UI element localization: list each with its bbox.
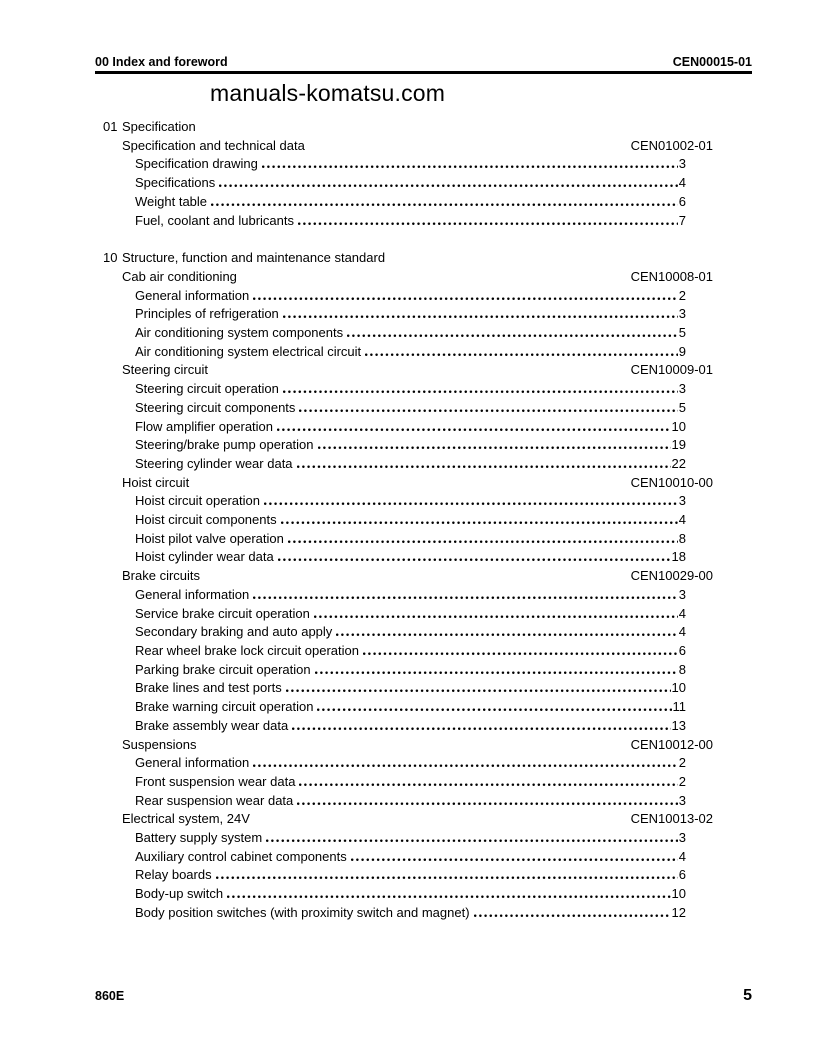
toc-entry-page: 3 bbox=[678, 156, 686, 172]
toc-entry-page: 3 bbox=[678, 381, 686, 397]
toc-entry-label: Rear wheel brake lock circuit operation bbox=[135, 642, 359, 658]
dot-leader-icon bbox=[262, 165, 678, 168]
toc-entry-page: 13 bbox=[671, 717, 686, 733]
toc-entry-label: Body-up switch bbox=[135, 886, 224, 902]
toc-entry-page: 3 bbox=[678, 830, 686, 846]
toc-entry-label: General information bbox=[135, 586, 250, 602]
toc-entry-page: 5 bbox=[678, 325, 686, 341]
toc-entry-row bbox=[95, 212, 686, 231]
toc-entry-row bbox=[95, 548, 686, 567]
toc-section-code: CEN10013-02 bbox=[630, 811, 713, 827]
toc-entry-page: 8 bbox=[678, 661, 686, 677]
dot-leader-icon bbox=[264, 502, 678, 505]
toc-section-title: Steering circuit bbox=[122, 362, 208, 378]
toc-entry-label: Front suspension wear data bbox=[135, 773, 296, 789]
dot-leader-icon bbox=[286, 689, 671, 692]
dot-leader-icon bbox=[314, 615, 678, 618]
page-header bbox=[95, 0, 752, 74]
toc-entry-page: 22 bbox=[671, 455, 686, 471]
dot-leader-icon bbox=[278, 558, 671, 561]
toc-entry-label: Steering circuit components bbox=[135, 399, 296, 415]
watermark-url: manuals-komatsu.com bbox=[210, 80, 446, 106]
toc-entry-label: Brake lines and test ports bbox=[135, 680, 282, 696]
toc-entry-label: Body position switches (with proximity switch and magnet) bbox=[135, 904, 470, 920]
toc-entry-row bbox=[95, 642, 686, 661]
toc-entry-label: Hoist circuit components bbox=[135, 512, 277, 528]
toc-entry-page: 4 bbox=[678, 848, 686, 864]
toc-entry-row bbox=[95, 343, 686, 362]
toc-section-code: CEN10008-01 bbox=[630, 268, 713, 284]
toc-section-row bbox=[95, 474, 713, 493]
toc-section-title: Hoist circuit bbox=[122, 474, 190, 490]
toc-entry-row bbox=[95, 305, 686, 324]
toc-entry-page: 18 bbox=[671, 549, 686, 565]
header-section-title: 00 Index and foreword bbox=[95, 55, 228, 69]
toc-entry-label: Parking brake circuit operation bbox=[135, 661, 311, 677]
toc-entry-page: 6 bbox=[678, 193, 686, 209]
toc-entry-label: Fuel, coolant and lubricants bbox=[135, 212, 294, 228]
dot-leader-icon bbox=[216, 876, 678, 879]
toc-entry-row bbox=[95, 324, 686, 343]
header-rule-row bbox=[95, 55, 752, 74]
toc-entry-label: Brake warning circuit operation bbox=[135, 699, 314, 715]
dot-leader-icon bbox=[227, 895, 670, 898]
toc-group-number: 01 bbox=[103, 119, 118, 134]
dot-leader-icon bbox=[318, 446, 671, 449]
toc-entry-label: Flow amplifier operation bbox=[135, 418, 274, 434]
dot-leader-icon bbox=[315, 671, 678, 674]
toc-entry-label: Principles of refrigeration bbox=[135, 306, 279, 322]
dot-leader-icon bbox=[365, 353, 678, 356]
toc-entry-row bbox=[95, 904, 686, 923]
toc-entry-row bbox=[95, 754, 686, 773]
toc-entry-row bbox=[95, 866, 686, 885]
toc-entry-row bbox=[95, 698, 686, 717]
toc-entry-page: 11 bbox=[672, 699, 686, 715]
toc-entry-page: 3 bbox=[678, 306, 686, 322]
toc-entry-row bbox=[95, 436, 686, 455]
toc-entry-row bbox=[95, 885, 686, 904]
toc-entry-row bbox=[95, 287, 686, 306]
toc-entry-page: 4 bbox=[678, 512, 686, 528]
toc-section-code: CEN10012-00 bbox=[630, 736, 713, 752]
toc-entry-page: 3 bbox=[678, 586, 686, 602]
toc-entry-row bbox=[95, 155, 686, 174]
toc-entry-row bbox=[95, 174, 686, 193]
toc-entry-page: 3 bbox=[678, 792, 686, 808]
dot-leader-icon bbox=[288, 540, 678, 543]
toc-entry-page: 6 bbox=[678, 867, 686, 883]
toc-entry-row bbox=[95, 418, 686, 437]
toc-group-number: 10 bbox=[103, 250, 118, 266]
toc-entry-row bbox=[95, 661, 686, 680]
toc-entry-row bbox=[95, 399, 686, 418]
toc-entry-row bbox=[95, 511, 686, 530]
toc-entry-label: Hoist cylinder wear data bbox=[135, 549, 274, 565]
dot-leader-icon bbox=[277, 428, 671, 431]
footer-page-number: 5 bbox=[743, 987, 752, 1004]
toc-entry-label: Hoist pilot valve operation bbox=[135, 530, 284, 546]
toc-section-row bbox=[95, 736, 713, 755]
toc-group-heading bbox=[95, 118, 752, 137]
dot-leader-icon bbox=[336, 633, 677, 636]
toc-entry-page: 2 bbox=[678, 755, 686, 771]
dot-leader-icon bbox=[211, 203, 678, 206]
toc-entry-row bbox=[95, 530, 686, 549]
toc-entry-page: 6 bbox=[678, 642, 686, 658]
dot-leader-icon bbox=[299, 409, 677, 412]
dot-leader-icon bbox=[347, 334, 678, 337]
toc-entry-label: Relay boards bbox=[135, 867, 212, 883]
toc-entry-label: Brake assembly wear data bbox=[135, 717, 289, 733]
toc-entry-row bbox=[95, 848, 686, 867]
dot-leader-icon bbox=[219, 184, 678, 187]
dot-leader-icon bbox=[281, 521, 678, 524]
dot-leader-icon bbox=[283, 315, 678, 318]
toc-entry-label: Steering/brake pump operation bbox=[135, 437, 314, 453]
toc-entry-label: Hoist circuit operation bbox=[135, 493, 260, 509]
toc-entry-row bbox=[95, 773, 686, 792]
dot-leader-icon bbox=[297, 465, 671, 468]
toc-section-row bbox=[95, 567, 713, 586]
toc-entry-page: 9 bbox=[678, 343, 686, 359]
dot-leader-icon bbox=[266, 839, 678, 842]
toc-entry-row bbox=[95, 455, 686, 474]
toc-entry-row bbox=[95, 605, 686, 624]
toc-entry-row bbox=[95, 829, 686, 848]
toc-entry-label: Specification drawing bbox=[135, 156, 258, 172]
toc-section-row bbox=[95, 137, 713, 156]
dot-leader-icon bbox=[299, 783, 677, 786]
toc-entry-row bbox=[95, 679, 686, 698]
dot-leader-icon bbox=[297, 802, 678, 805]
toc-group-heading bbox=[95, 249, 752, 268]
toc-section-title: Suspensions bbox=[122, 736, 197, 752]
toc-entry-label: Steering cylinder wear data bbox=[135, 455, 293, 471]
toc-entry-label: General information bbox=[135, 755, 250, 771]
toc-entry-page: 12 bbox=[671, 904, 686, 920]
toc-section-row bbox=[95, 810, 713, 829]
toc-section-title: Specification and technical data bbox=[122, 137, 305, 153]
header-doc-code: CEN00015-01 bbox=[672, 55, 752, 69]
toc-section-code: CEN01002-01 bbox=[630, 137, 713, 153]
toc-section-code: CEN10029-00 bbox=[630, 568, 713, 584]
toc-entry-row bbox=[95, 717, 686, 736]
page-footer bbox=[95, 987, 752, 1005]
toc-section-row bbox=[95, 268, 713, 287]
toc-entry-page: 4 bbox=[678, 605, 686, 621]
toc-group-title: Specification bbox=[122, 119, 196, 134]
table-of-contents bbox=[95, 118, 752, 923]
toc-entry-label: Specifications bbox=[135, 175, 216, 191]
toc-entry-label: Secondary braking and auto apply bbox=[135, 624, 333, 640]
toc-section-row bbox=[95, 361, 713, 380]
toc-entry-label: Air conditioning system components bbox=[135, 325, 344, 341]
dot-leader-icon bbox=[283, 390, 678, 393]
toc-entry-row bbox=[95, 380, 686, 399]
toc-entry-page: 7 bbox=[678, 212, 686, 228]
toc-entry-page: 19 bbox=[671, 437, 686, 453]
toc-entry-page: 2 bbox=[678, 287, 686, 303]
toc-entry-page: 10 bbox=[671, 418, 686, 434]
toc-group-title: Structure, function and maintenance standard bbox=[122, 250, 386, 266]
toc-entry-row bbox=[95, 193, 686, 212]
toc-entry-page: 10 bbox=[671, 886, 686, 902]
toc-entry-row bbox=[95, 586, 686, 605]
toc-entry-label: Steering circuit operation bbox=[135, 381, 279, 397]
toc-entry-label: Rear suspension wear data bbox=[135, 792, 294, 808]
toc-entry-row bbox=[95, 792, 686, 811]
dot-leader-icon bbox=[351, 858, 678, 861]
toc-entry-page: 3 bbox=[678, 493, 686, 509]
toc-section-title: Cab air conditioning bbox=[122, 268, 237, 284]
toc-entry-label: Auxiliary control cabinet components bbox=[135, 848, 347, 864]
dot-leader-icon bbox=[298, 222, 678, 225]
dot-leader-icon bbox=[474, 914, 671, 917]
toc-entry-page: 5 bbox=[678, 399, 686, 415]
toc-entry-page: 4 bbox=[678, 624, 686, 640]
footer-model-number: 860E bbox=[95, 989, 125, 1003]
toc-entry-label: Service brake circuit operation bbox=[135, 605, 310, 621]
toc-entry-page: 8 bbox=[678, 530, 686, 546]
toc-section-title: Electrical system, 24V bbox=[122, 811, 250, 827]
toc-entry-label: General information bbox=[135, 287, 250, 303]
dot-leader-icon bbox=[253, 297, 678, 300]
toc-entry-label: Battery supply system bbox=[135, 830, 263, 846]
toc-entry-row bbox=[95, 492, 686, 511]
dot-leader-icon bbox=[363, 652, 678, 655]
toc-entry-page: 2 bbox=[678, 773, 686, 789]
toc-entry-label: Weight table bbox=[135, 193, 208, 209]
dot-leader-icon bbox=[292, 727, 670, 730]
toc-section-title: Brake circuits bbox=[122, 568, 201, 584]
toc-section-code: CEN10009-01 bbox=[630, 362, 713, 378]
toc-entry-label: Air conditioning system electrical circuit bbox=[135, 343, 362, 359]
toc-section-code: CEN10010-00 bbox=[630, 474, 713, 490]
toc-entry-page: 4 bbox=[678, 175, 686, 191]
dot-leader-icon bbox=[317, 708, 671, 711]
dot-leader-icon bbox=[253, 764, 678, 767]
toc-entry-page: 10 bbox=[671, 680, 686, 696]
toc-entry-row bbox=[95, 623, 686, 642]
dot-leader-icon bbox=[253, 596, 678, 599]
